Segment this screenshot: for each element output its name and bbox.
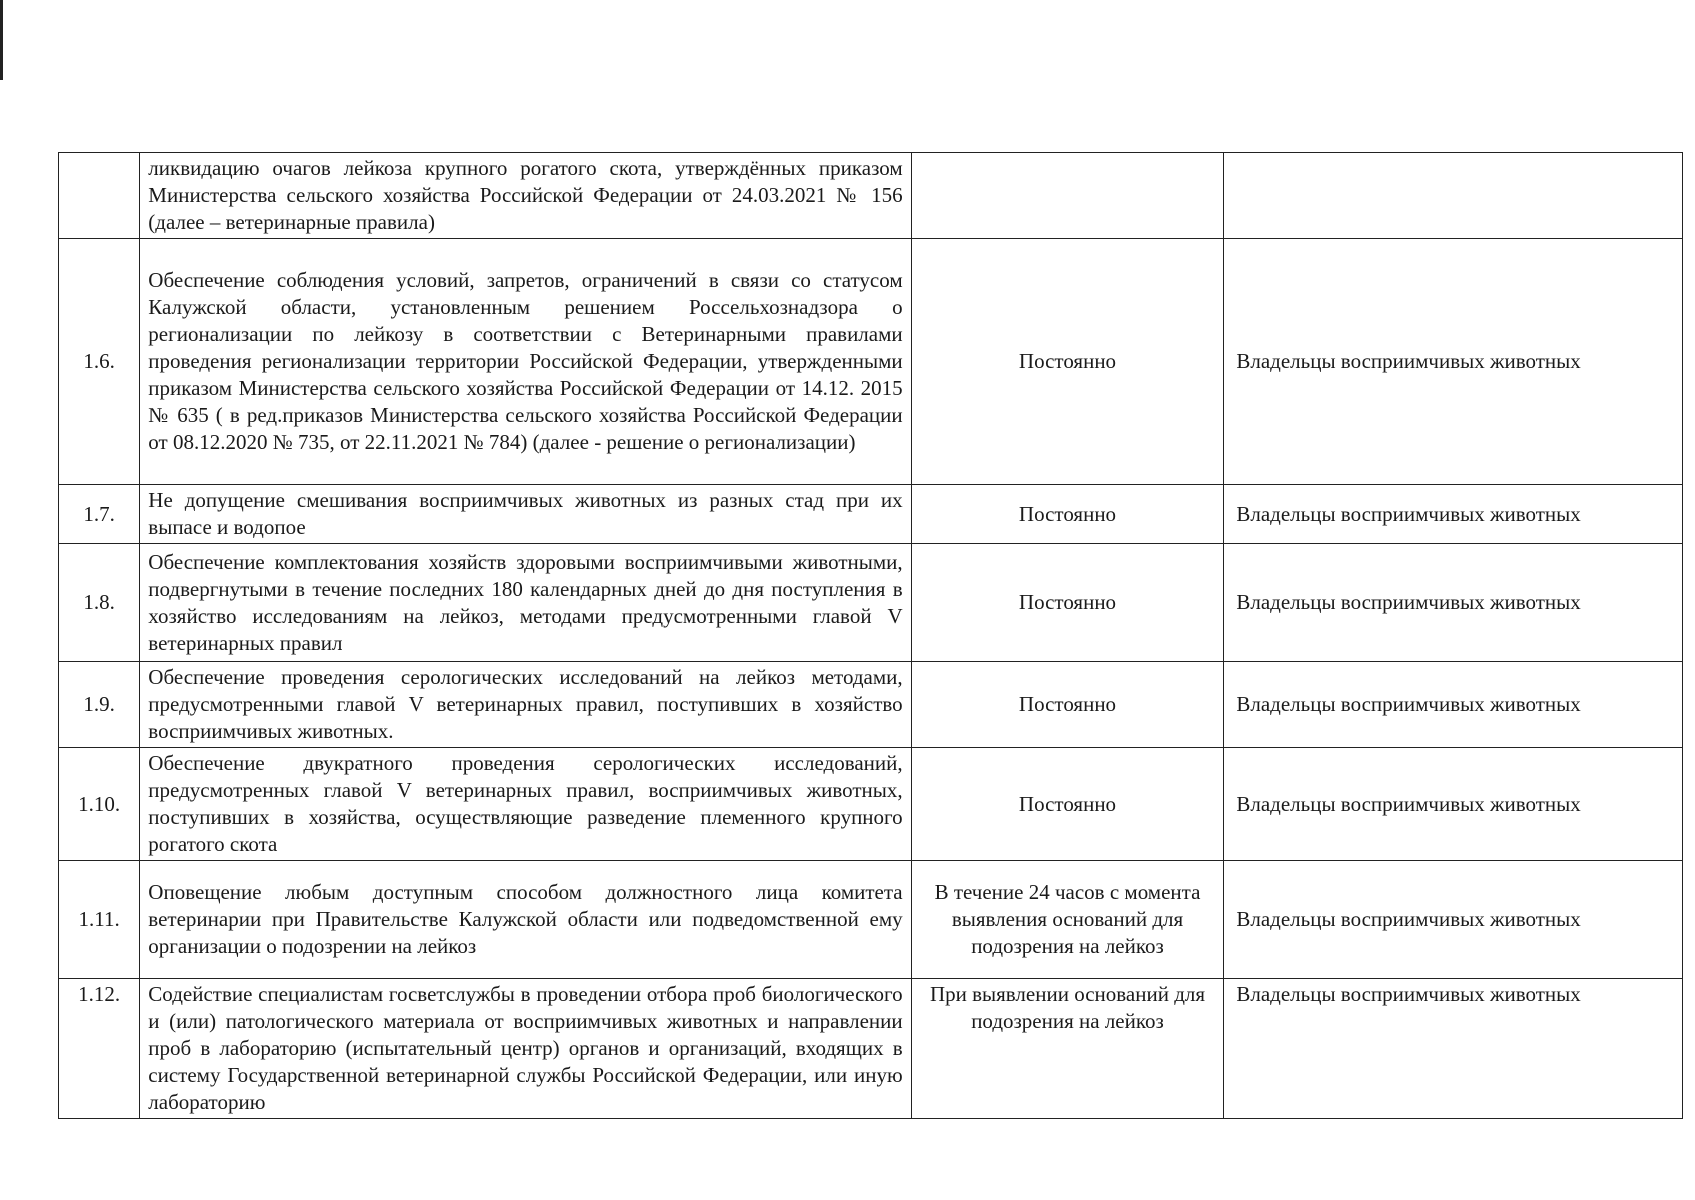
measure-term: При выявлении оснований для подозрения на лейкоз <box>911 979 1224 1119</box>
table-row <box>59 544 1683 662</box>
measure-responsible: Владельцы восприимчивых животных <box>1224 239 1683 485</box>
measure-term <box>911 153 1224 239</box>
measure-responsible: Владельцы восприимчивых животных <box>1224 861 1683 979</box>
row-number: 1.8. <box>59 544 140 662</box>
measure-text: Обеспечение соблюдения условий, запретов, ограничений в связи со статусом Калужской области, установленным решением Россельхознадзора о регионализации по лейкозу в соответствии с Ветеринарными правилами проведения регионализации территории Российской Федерации, утвержденными приказом Министерства сельского хозяйства Российской Федерации от 14.12. 2015 № 635 ( в ред.приказов Министерства сельского хозяйства Российской Федерации от 08.12.2020 № 735, от 22.11.2021 № 784) (далее - решение о регионализации) <box>140 239 911 485</box>
measure-responsible: Владельцы восприимчивых животных <box>1224 485 1683 544</box>
measure-term: В течение 24 часов с момента выявления оснований для подозрения на лейкоз <box>911 861 1224 979</box>
measure-term: Постоянно <box>911 662 1224 748</box>
measure-term: Постоянно <box>911 748 1224 861</box>
measure-text: ликвидацию очагов лейкоза крупного рогатого скота, утверждённых приказом Министерства сельского хозяйства Российской Федерации от 24.03.2021 № 156 (далее – ветеринарные правила) <box>140 153 911 239</box>
measure-term: Постоянно <box>911 544 1224 662</box>
measure-responsible: Владельцы восприимчивых животных <box>1224 662 1683 748</box>
row-number: 1.9. <box>59 662 140 748</box>
measure-text: Не допущение смешивания восприимчивых животных из разных стад при их выпасе и водопое <box>140 485 911 544</box>
measure-text: Обеспечение двукратного проведения серологических исследований, предусмотренных главой V ветеринарных правил, восприимчивых животных, поступивших в хозяйства, осуществляющие разведение племенного крупного рогатого скота <box>140 748 911 861</box>
table-row <box>59 485 1683 544</box>
page-margin-mark <box>0 0 3 80</box>
table-row <box>59 748 1683 861</box>
measure-text: Содействие специалистам госветслужбы в проведении отбора проб биологического и (или) патологического материала от восприимчивых животных и направлении проб в лабораторию (испытательный центр) органов и организаций, входящих в систему Государственной ветеринарной службы Российской Федерации, или иную лабораторию <box>140 979 911 1119</box>
measure-responsible: Владельцы восприимчивых животных <box>1224 748 1683 861</box>
measure-text: Оповещение любым доступным способом должностного лица комитета ветеринарии при Правительстве Калужской области или подведомственной ему организации о подозрении на лейкоз <box>140 861 911 979</box>
measure-term: Постоянно <box>911 239 1224 485</box>
row-number: 1.6. <box>59 239 140 485</box>
measure-responsible: Владельцы восприимчивых животных <box>1224 544 1683 662</box>
row-number: 1.11. <box>59 861 140 979</box>
table-row <box>59 861 1683 979</box>
measure-responsible <box>1224 153 1683 239</box>
measure-responsible: Владельцы восприимчивых животных <box>1224 979 1683 1119</box>
measure-text: Обеспечение проведения серологических исследований на лейкоз методами, предусмотренными главой V ветеринарных правил, поступивших в хозяйство восприимчивых животных. <box>140 662 911 748</box>
row-number <box>59 153 140 239</box>
row-number: 1.10. <box>59 748 140 861</box>
table-row <box>59 153 1683 239</box>
measure-text: Обеспечение комплектования хозяйств здоровыми восприимчивыми животными, подвергнутыми в течение последних 180 календарных дней до дня поступления в хозяйство исследованиям на лейкоз, методами предусмотренными главой V ветеринарных правил <box>140 544 911 662</box>
row-number: 1.7. <box>59 485 140 544</box>
measures-table <box>58 152 1683 1119</box>
table-row <box>59 239 1683 485</box>
row-number: 1.12. <box>59 979 140 1119</box>
table-row <box>59 662 1683 748</box>
table-row <box>59 979 1683 1119</box>
measure-term: Постоянно <box>911 485 1224 544</box>
